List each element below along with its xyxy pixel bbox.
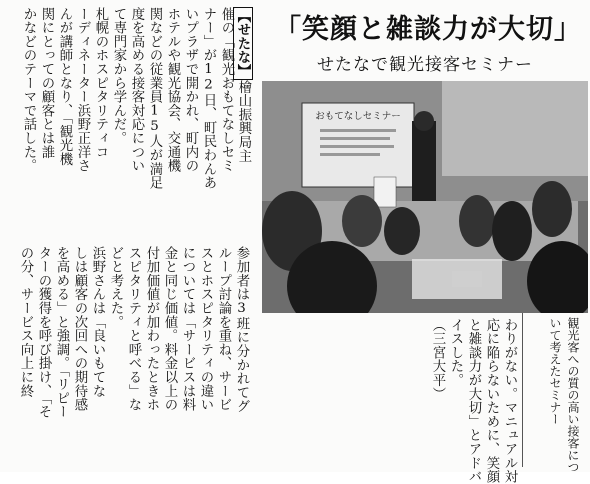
photo-caption-line-2: いて考えたセミナー — [548, 317, 562, 425]
body-line: 参加者は3班に分かれてグ — [234, 246, 249, 414]
body-line: スピタリティと呼べる」な — [126, 246, 141, 412]
presenter-figure — [412, 121, 436, 201]
seminar-photo — [262, 81, 588, 313]
body-line: の分、サービス向上に終 — [18, 246, 33, 398]
body-line: を高める」と強調。「リピー — [54, 246, 69, 419]
body-line: ホテルや観光協会、交通機 — [165, 7, 180, 173]
body-line: 応に陥らないために、笑顔 — [484, 318, 499, 484]
body-line: 金と同じ価値。料金以上の — [162, 246, 177, 412]
slide-title: おもてなしセミナー — [315, 111, 401, 122]
body-line: スとホスピタリティの違い — [198, 246, 213, 412]
body-line: 関にとっての顧客とは誰 — [39, 7, 54, 159]
body-line: 度を高める接客対応につい — [129, 7, 144, 173]
body-line: 付加価値が加わったときホ — [144, 246, 159, 412]
body-line: て専門家から学んだ。 — [111, 7, 126, 145]
body-line: については「サービスは料 — [180, 246, 195, 412]
body-line: と雑談力が大切」とアドバ — [466, 318, 481, 484]
body-line: ループ討論を重ね、サービ — [216, 246, 231, 412]
body-line: ナー」が12日、町民わんあ — [201, 7, 216, 190]
body-line: 催の「観光おもてなしセミ — [219, 7, 234, 173]
headline: 「笑顔と雑談力が大切」 — [274, 14, 582, 45]
body-line: 関などの従業員15人が満足 — [147, 7, 162, 190]
body-line: 札幌のホスピタリティコ — [93, 7, 108, 159]
photo-caption-line-1: 観光客への質の高い接客につ — [566, 317, 580, 473]
body-line: しは顧客の次回への期待感 — [72, 246, 87, 412]
body-line: わりがない。マニュアル対 — [502, 318, 517, 484]
body-line: （三宮大平） — [430, 318, 445, 401]
body-line: どと考えた。 — [108, 246, 123, 329]
body-line: 浜野さんは「良いもてな — [90, 246, 105, 398]
photo-caption-box — [522, 313, 587, 473]
body-line: イスした。 — [448, 318, 463, 387]
body-line: ーディネーター浜野正洋さ — [75, 7, 90, 173]
body-line: かなどのテーマで話した。 — [21, 7, 36, 173]
body-line: 檜山振興局主 — [236, 80, 251, 163]
subheadline: せたなで観光接客セミナー — [317, 55, 533, 75]
body-line: んが講師となり、「観光機 — [57, 7, 72, 166]
location-tag: 【せたな】 — [235, 9, 251, 78]
body-column-lead — [233, 7, 253, 233]
body-line: いプラザで開かれ、町内の — [183, 7, 198, 173]
body-line: ターの獲得を呼び掛け、「そ — [36, 246, 51, 419]
seminar-photo-graphic — [262, 81, 588, 313]
